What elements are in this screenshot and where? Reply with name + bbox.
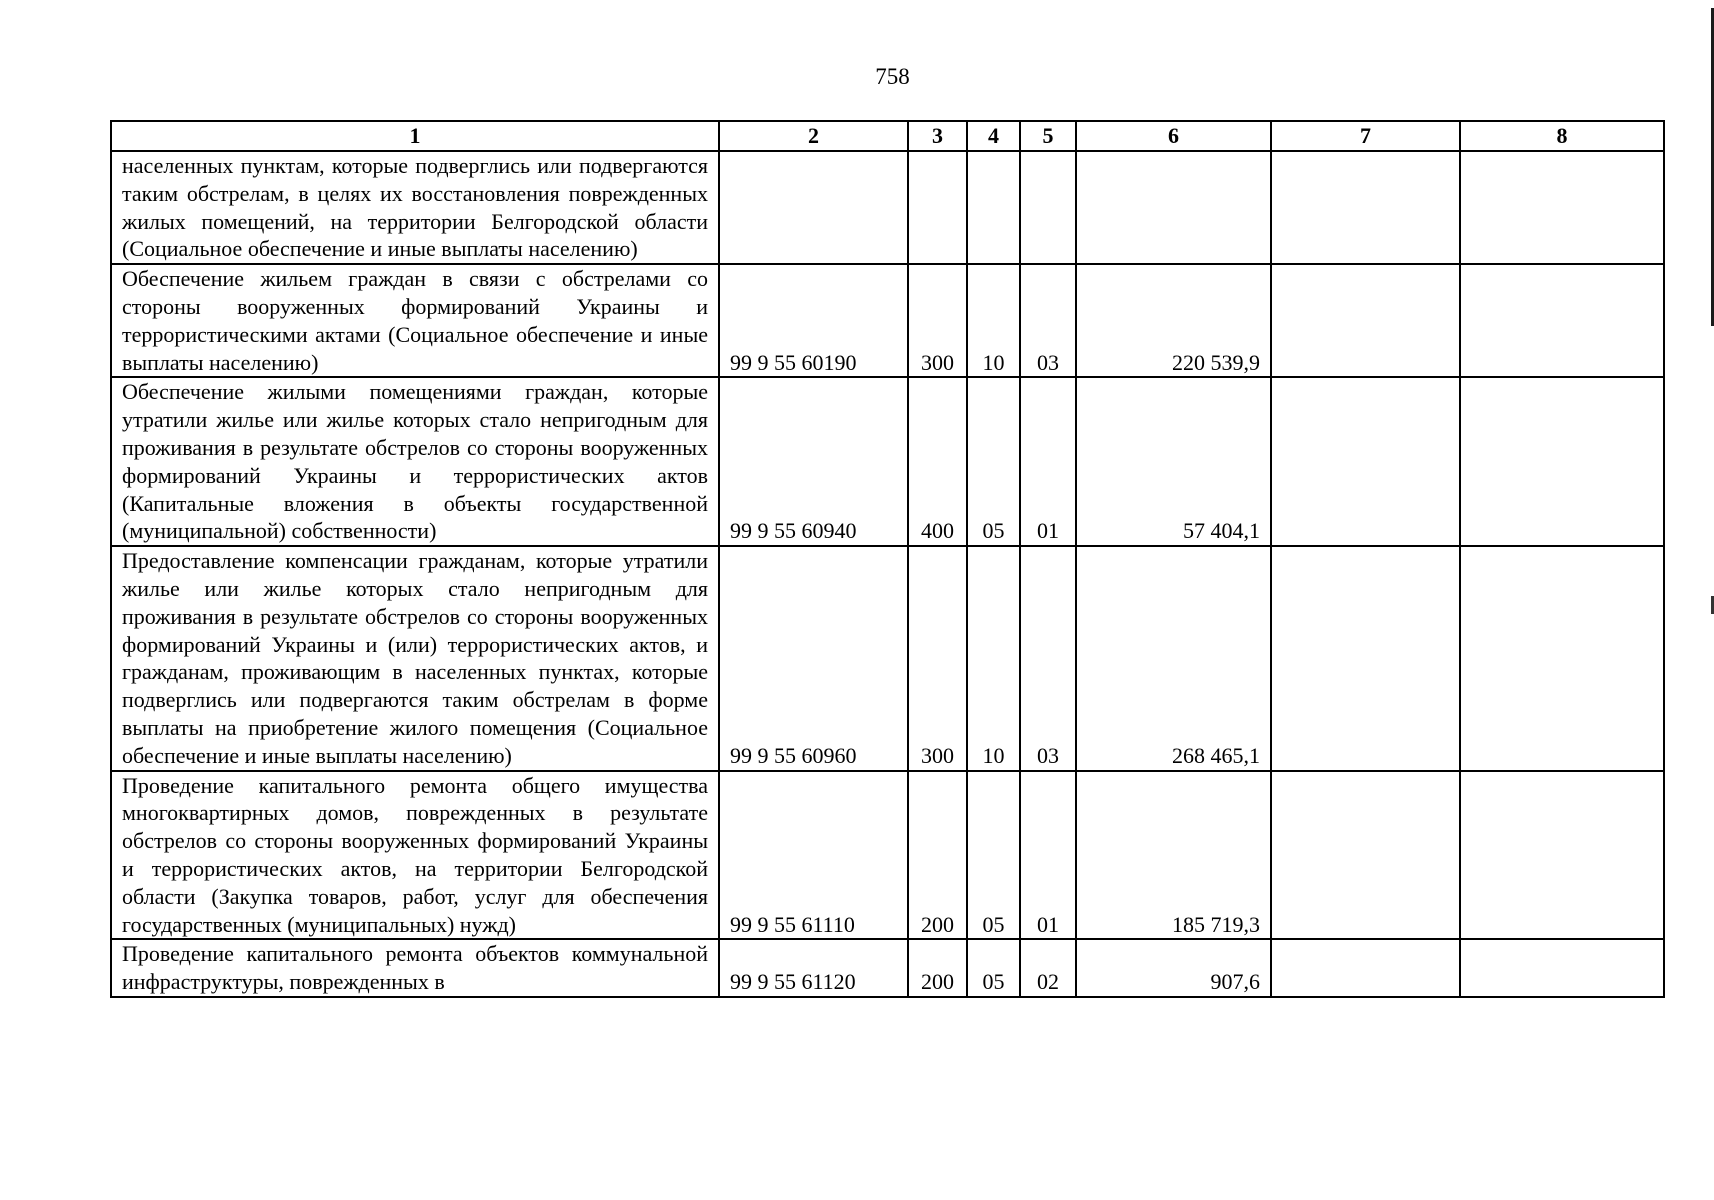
- row-expense-type: 200: [908, 939, 967, 997]
- row-description: Обеспечение жильем граждан в связи с обстрелами со стороны вооруженных формирований Украины и террористическими актами (Социальное обеспечение и иные выплаты населению): [111, 264, 719, 377]
- row-amount: 57 404,1: [1076, 377, 1271, 546]
- row-section: 05: [967, 939, 1020, 997]
- column-header: 4: [967, 121, 1020, 151]
- row-description: населенных пунктам, которые подверглись или подвергаются таким обстрелам, в целях их восстановления поврежденных жилых помещений, на территории Белгородской области (Социальное обеспечение и иные выплаты населению): [111, 151, 719, 264]
- row-target-code: 99 9 55 61120: [719, 939, 908, 997]
- row-target-code: 99 9 55 60960: [719, 546, 908, 770]
- row-amount: [1076, 151, 1271, 264]
- table-row: [111, 771, 1664, 940]
- row-expense-type: 300: [908, 264, 967, 377]
- row-col7: [1271, 377, 1460, 546]
- table-row: [111, 546, 1664, 770]
- row-target-code: 99 9 55 60190: [719, 264, 908, 377]
- row-col8: [1460, 151, 1664, 264]
- row-target-code: 99 9 55 61110: [719, 771, 908, 940]
- row-subsection: 01: [1020, 377, 1076, 546]
- row-col8: [1460, 771, 1664, 940]
- row-col8: [1460, 264, 1664, 377]
- column-header: 2: [719, 121, 908, 151]
- row-col7: [1271, 771, 1460, 940]
- row-amount: 220 539,9: [1076, 264, 1271, 377]
- row-col7: [1271, 151, 1460, 264]
- row-col8: [1460, 377, 1664, 546]
- column-header: 5: [1020, 121, 1076, 151]
- row-section: 10: [967, 546, 1020, 770]
- row-subsection: 03: [1020, 264, 1076, 377]
- row-amount: 907,6: [1076, 939, 1271, 997]
- row-amount: 268 465,1: [1076, 546, 1271, 770]
- row-col7: [1271, 546, 1460, 770]
- table-row: [111, 151, 1664, 264]
- page-number: 758: [875, 64, 910, 89]
- row-description: Проведение капитального ремонта общего имущества многоквартирных домов, поврежденных в результате обстрелов со стороны вооруженных формирований Украины и террористических актов, на территории Белгородской области (Закупка товаров, работ, услуг для обеспечения государственных (муниципальных) нужд): [111, 771, 719, 940]
- row-target-code: [719, 151, 908, 264]
- row-expense-type: 200: [908, 771, 967, 940]
- row-subsection: 01: [1020, 771, 1076, 940]
- row-col7: [1271, 264, 1460, 377]
- row-col7: [1271, 939, 1460, 997]
- header-row: [111, 121, 1664, 151]
- row-description: Предоставление компенсации гражданам, которые утратили жилье или жилье которых стало непригодным для проживания в результате обстрелов со стороны вооруженных формирований Украины и (или) террористических актов, и гражданам, проживающим в населенных пунктах, которые подверглись или подвергаются таким обстрелам в форме выплаты на приобретение жилого помещения (Социальное обеспечение и иные выплаты населению): [111, 546, 719, 770]
- row-section: 05: [967, 771, 1020, 940]
- row-section: [967, 151, 1020, 264]
- row-amount: 185 719,3: [1076, 771, 1271, 940]
- row-expense-type: [908, 151, 967, 264]
- table-row: [111, 264, 1664, 377]
- budget-table: [110, 120, 1665, 998]
- row-expense-type: 300: [908, 546, 967, 770]
- column-header: 3: [908, 121, 967, 151]
- row-description: Обеспечение жилыми помещениями граждан, которые утратили жилье или жилье которых стало непригодным для проживания в результате обстрелов со стороны вооруженных формирований Украины и террористических актов (Капитальные вложения в объекты государственной (муниципальной) собственности): [111, 377, 719, 546]
- row-description: Проведение капитального ремонта объектов коммунальной инфраструктуры, поврежденных в: [111, 939, 719, 997]
- table-row: [111, 377, 1664, 546]
- row-section: 10: [967, 264, 1020, 377]
- row-col8: [1460, 939, 1664, 997]
- row-col8: [1460, 546, 1664, 770]
- column-header: 8: [1460, 121, 1664, 151]
- row-subsection: 02: [1020, 939, 1076, 997]
- column-header: 7: [1271, 121, 1460, 151]
- row-target-code: 99 9 55 60940: [719, 377, 908, 546]
- column-header: 6: [1076, 121, 1271, 151]
- row-section: 05: [967, 377, 1020, 546]
- row-subsection: 03: [1020, 546, 1076, 770]
- column-header: 1: [111, 121, 719, 151]
- row-expense-type: 400: [908, 377, 967, 546]
- table-row: [111, 939, 1664, 997]
- row-subsection: [1020, 151, 1076, 264]
